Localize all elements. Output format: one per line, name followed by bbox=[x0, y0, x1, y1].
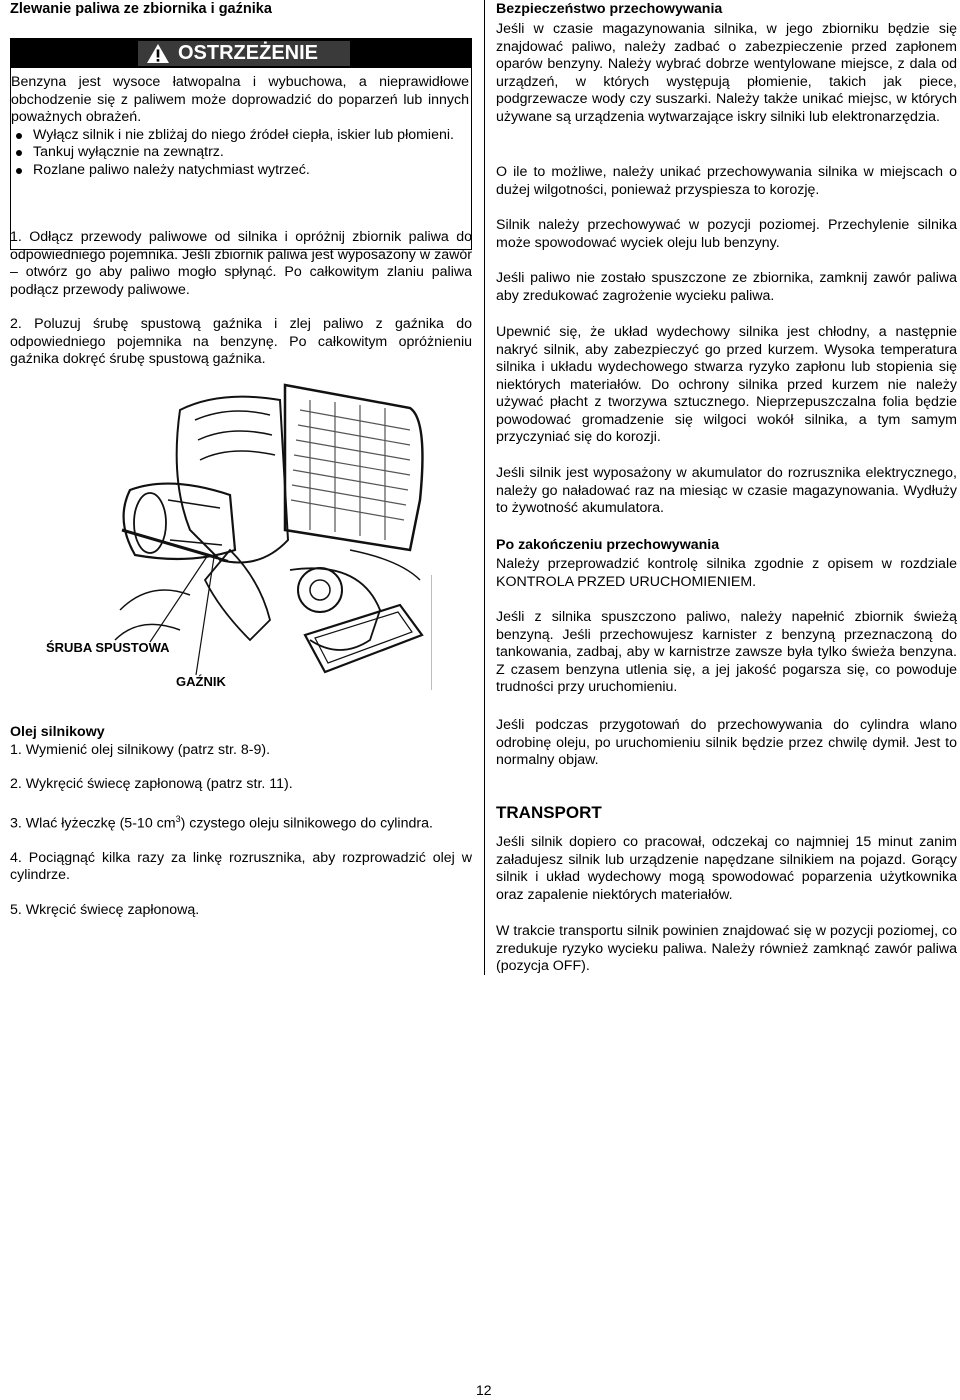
section-title: Zlewanie paliwa ze zbiornika i gaźnika bbox=[10, 1, 272, 17]
storage-paragraph-4: Jeśli paliwo nie zostało spuszczone ze zbiornika, zamknij zawór paliwa aby zredukować zagrożenie wycieku paliwa. bbox=[496, 270, 957, 304]
column-divider bbox=[484, 0, 485, 975]
oil-title: Olej silnikowy bbox=[10, 724, 105, 740]
warning-triangle-icon bbox=[146, 43, 170, 64]
engine-block bbox=[177, 397, 288, 563]
storage-paragraph-3: Silnik należy przechowywać w pozycji poziomej. Przechylenie silnika może spowodować wyciek oleju lub benzyny. bbox=[496, 217, 957, 251]
warning-intro: Benzyna jest wysoce łatwopalna i wybuchowa, a nieprawidłowe obchodzenie się z paliwem może doprowadzić do poparzeń lub innych poważnych obrażeń. bbox=[11, 74, 469, 125]
storage-paragraph-5: Upewnić się, że układ wydechowy silnika jest chłodny, a następnie nakryć silnik, aby zabezpieczyć go przed kurzem. Wysoka temperatura silnika i układu wydechowego stwarza ryzyko zapłonu lub stopienia się niektórych materiałów. Do ochrony silnika przed kurzem nie należy używać płacht z tworzywa sztucznego. Nieprzepuszczalna folia będzie powodować gromadzenie się wilgoci wokół silnika, a tym samym przyczyniać się do korozji. bbox=[496, 324, 957, 445]
warning-list bbox=[11, 127, 469, 180]
oil-step-3-text: 3. Wlać łyżeczkę (5-10 cm bbox=[10, 815, 176, 832]
label-carburetor: GAŹNIK bbox=[176, 674, 226, 689]
warning-box bbox=[10, 38, 472, 250]
oil-step-3-superscript: 3 bbox=[175, 813, 181, 824]
storage-paragraph-2: O ile to możliwe, należy unikać przechowywania silnika w miejscach o dużej wilgotności, ponieważ przyspiesza to korozję. bbox=[496, 164, 957, 198]
storage-paragraph-6: Jeśli silnik jest wyposażony w akumulator do rozrusznika elektrycznego, należy go naładować raz na miesiąc w czasie magazynowania. Wydłuży to żywotność akumulatora. bbox=[496, 465, 957, 516]
oil-step-5: 5. Wkręcić świecę zapłonową. bbox=[10, 901, 200, 918]
warning-label-text: OSTRZEŻENIE bbox=[178, 42, 319, 64]
drain-pan bbox=[305, 605, 422, 672]
muffler-perforation bbox=[291, 400, 410, 540]
oil-step-4: 4. Pociągnąć kilka razy za linkę rozrusznika, aby rozprowadzić olej w cylindrze. bbox=[10, 849, 472, 884]
page-number: 12 bbox=[476, 1382, 492, 1398]
after-storage-paragraph-3: Jeśli podczas przygotowań do przechowywania do cylindra wlano odrobinę oleju, po uruchomieniu silnik będzie przez chwilę dymił. Jest to normalny objaw. bbox=[496, 717, 957, 768]
oil-step-1: 1. Wymienić olej silnikowy (patrz str. 8-9). bbox=[10, 741, 271, 758]
drain-step-1: 1. Odłącz przewody paliwowe od silnika i opróżnij zbiornik paliwa do odpowiedniego pojemnika. Jeśli zbiornik paliwa jest wyposażony w zawór – otwórz go aby paliwo mogło spłynąć. Po całkowitym zlaniu paliwa podłącz przewody paliwowe. bbox=[10, 229, 472, 298]
warning-bullet: Wyłącz silnik i nie zbliżaj do niego źródeł ciepła, iskier lub płomieni. bbox=[11, 127, 469, 145]
warning-bullet: Tankuj wyłącznie na zewnątrz. bbox=[11, 144, 469, 162]
after-storage-paragraph-1: Należy przeprowadzić kontrolę silnika zgodnie z opisem w rozdziale KONTROLA PRZED URUCHOMIENIEM. bbox=[496, 556, 957, 590]
transport-paragraph-1: Jeśli silnik dopiero co pracował, odczekaj co najmniej 15 minut zanim załadujesz silnik lub urządzenie napędzane silnikiem na pojazd. Gorący silnik i układ wydechowy mogą spowodować poparzenia użytkownika oraz zapalenie niektórych materiałów. bbox=[496, 834, 957, 903]
after-storage-title: Po zakończeniu przechowywania bbox=[496, 537, 720, 553]
storage-paragraph-1: Jeśli w czasie magazynowania silnika, w jego zbiorniku będzie się znajdować paliwo, należy zadbać o zabezpieczenie przed zapłonem oparów benzyny. Należy wybrać dobrze wentylowane miejsce, z dala od urządzeń, w których występują płomienie, takich jak piece, podgrzewacze wody czy suszarki. Należy także unikać miejsc, w których używane są urządzenia wytwarzające iskry silniki lub elektronarzędzia. bbox=[496, 21, 957, 125]
muffler-shape bbox=[285, 385, 422, 550]
warning-bullet: Rozlane paliwo należy natychmiast wytrzeć. bbox=[11, 162, 469, 180]
warning-bar bbox=[10, 38, 472, 68]
transport-paragraph-2: W trakcie transportu silnik powinien znajdować się w pozycji poziomej, co zredukuje ryzyko wycieku paliwa. Należy również zamknąć zawór paliwa (pozycja OFF). bbox=[496, 923, 957, 974]
transport-heading: TRANSPORT bbox=[496, 803, 602, 822]
after-storage-paragraph-2: Jeśli z silnika spuszczono paliwo, należy napełnić zbiornik świeżą benzyną. Jeśli przechowujesz karnister z benzyną przeznaczoną do tankowania, zadbaj, aby w karnistrze zawsze była tylko świeża benzyna. Z czasem benzyna utlenia się, a jej jakość pogarsza się, co powoduje trudności przy uruchomieniu. bbox=[496, 609, 957, 695]
oil-step-3-text-end: ) czystego oleju silnikowego do cylindra. bbox=[180, 815, 433, 832]
warning-text bbox=[11, 74, 469, 179]
warning-label bbox=[138, 41, 350, 66]
storage-title: Bezpieczeństwo przechowywania bbox=[496, 1, 723, 17]
oil-section bbox=[10, 724, 472, 919]
oil-step-3 bbox=[10, 811, 472, 833]
oil-step-2: 2. Wykręcić świecę zapłonową (patrz str. 11). bbox=[10, 776, 293, 792]
label-drain-screw: ŚRUBA SPUSTOWA bbox=[46, 640, 170, 655]
drain-step-2: 2. Poluzuj śrubę spustową gaźnika i zlej paliwo z gaźnika do odpowiedniego pojemnika na benzynę. Po całkowitym opróżnieniu gaźnika dokręć śrubę spustową gaźnika. bbox=[10, 316, 472, 367]
